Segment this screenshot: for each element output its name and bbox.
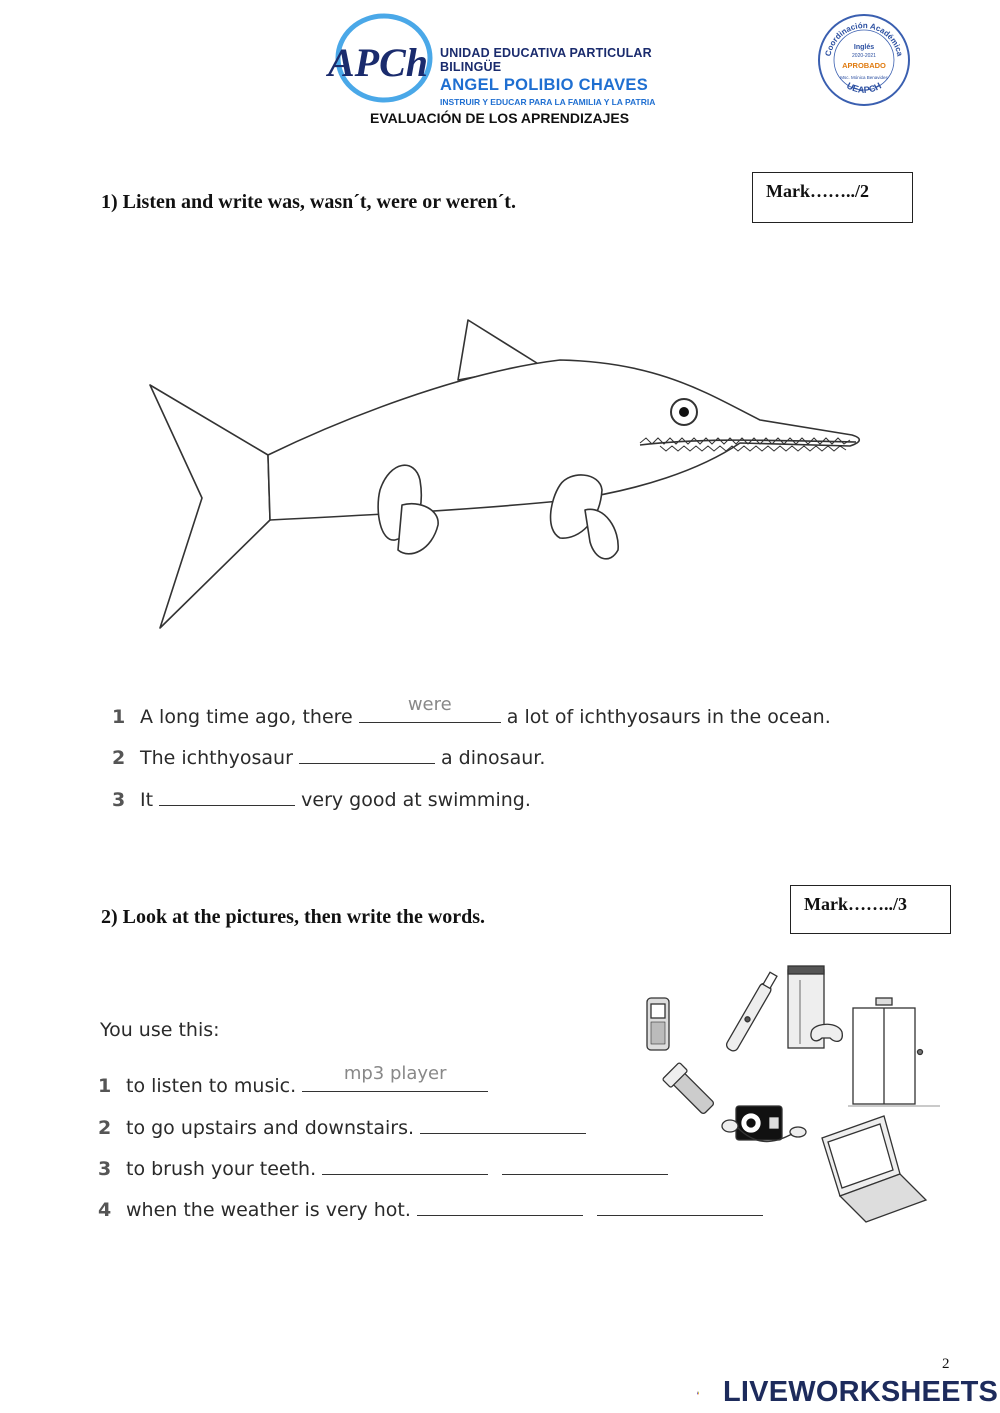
s1-item-1-number: 1 <box>112 706 126 728</box>
laptop-picture <box>822 1116 926 1222</box>
s2-item-1-answer: mp3 player <box>343 1063 447 1084</box>
school-logo <box>322 10 442 106</box>
section-1-mark-box: Mark……../2 <box>752 172 913 223</box>
s1-item-1-answer: were <box>407 694 452 715</box>
school-motto: INSTRUIR Y EDUCAR PARA LA FAMILIA Y LA PATRIA <box>440 97 656 107</box>
s1-item-3 <box>112 785 531 811</box>
liveworksheets-logo-icon <box>697 1376 723 1410</box>
mobile-phone-picture <box>647 998 669 1050</box>
s2-item-3 <box>98 1154 668 1180</box>
s1-item-3-number: 3 <box>112 789 126 811</box>
section-2-title: 2) Look at the pictures, then write the words. <box>101 906 486 928</box>
s1-item-3-answer-field[interactable] <box>159 785 295 806</box>
logo-text: APCh <box>328 40 429 85</box>
games-console-picture <box>788 966 842 1048</box>
s1-item-1 <box>112 694 831 728</box>
s2-item-1 <box>98 1063 488 1097</box>
evaluation-title: EVALUACIÓN DE LOS APRENDIZAJES <box>370 110 630 126</box>
mp3-player-picture <box>722 1106 806 1142</box>
lift-picture <box>848 998 940 1106</box>
s2-item-2-number: 2 <box>98 1117 112 1139</box>
seal-bottom-text: UEAPCH <box>845 80 883 96</box>
s2-item-4-answer-field-a[interactable] <box>417 1195 583 1216</box>
s2-item-4-text: when the weather is very hot. <box>126 1199 417 1221</box>
s2-item-3-number: 3 <box>98 1158 112 1180</box>
s1-item-1-answer-field[interactable] <box>359 694 501 723</box>
s1-item-1-text-before: A long time ago, there <box>140 706 359 728</box>
seal-signer: Msc. Mónica Benavides <box>840 75 888 80</box>
electric-toothbrush-picture <box>725 971 779 1052</box>
seal-subject: Inglés <box>853 44 875 51</box>
ichthyosaur-drawing <box>140 310 880 640</box>
s2-item-2-answer-field[interactable] <box>420 1113 586 1134</box>
torch-picture <box>662 1062 717 1117</box>
s1-item-2 <box>112 743 545 769</box>
liveworksheets-brand: LIVEWORKSHEETS <box>723 1376 999 1408</box>
seal-years: 2020-2021 <box>852 53 876 59</box>
school-line-1: UNIDAD EDUCATIVA PARTICULAR BILINGÜE <box>440 46 652 74</box>
s2-item-4-number: 4 <box>98 1199 112 1221</box>
object-pictures <box>630 960 950 1230</box>
s1-item-3-text-after: very good at swimming. <box>295 789 531 811</box>
s2-intro: You use this: <box>100 1019 220 1041</box>
s1-item-1-text-after: a lot of ichthyosaurs in the ocean. <box>500 706 831 728</box>
s2-item-3-answer-field-a[interactable] <box>322 1154 488 1175</box>
section-1-title: 1) Listen and write was, wasn´t, were or weren´t. <box>101 191 516 213</box>
school-line-2: ANGEL POLIBIO CHAVES <box>440 76 648 94</box>
s2-item-2 <box>98 1113 586 1139</box>
s1-item-2-text-before: The ichthyosaur <box>140 747 299 769</box>
section-2-mark-box: Mark……../3 <box>790 885 951 934</box>
approval-seal <box>816 12 912 108</box>
s1-item-3-text-before: It <box>140 789 160 811</box>
s2-item-1-answer-field[interactable] <box>302 1063 488 1092</box>
s1-item-2-answer-field[interactable] <box>299 743 435 764</box>
seal-status: APROBADO <box>842 61 886 70</box>
s2-item-3-text: to brush your teeth. <box>126 1158 323 1180</box>
s2-item-1-text: to listen to music. <box>126 1075 303 1097</box>
s2-item-1-number: 1 <box>98 1075 112 1097</box>
school-name <box>440 46 710 107</box>
s1-item-2-number: 2 <box>112 747 126 769</box>
seal-top-text: Coordinación Académica <box>823 20 905 58</box>
page-number: 2 <box>942 1356 950 1372</box>
s2-item-2-text: to go upstairs and downstairs. <box>126 1117 421 1139</box>
s1-item-2-text-after: a dinosaur. <box>434 747 546 769</box>
